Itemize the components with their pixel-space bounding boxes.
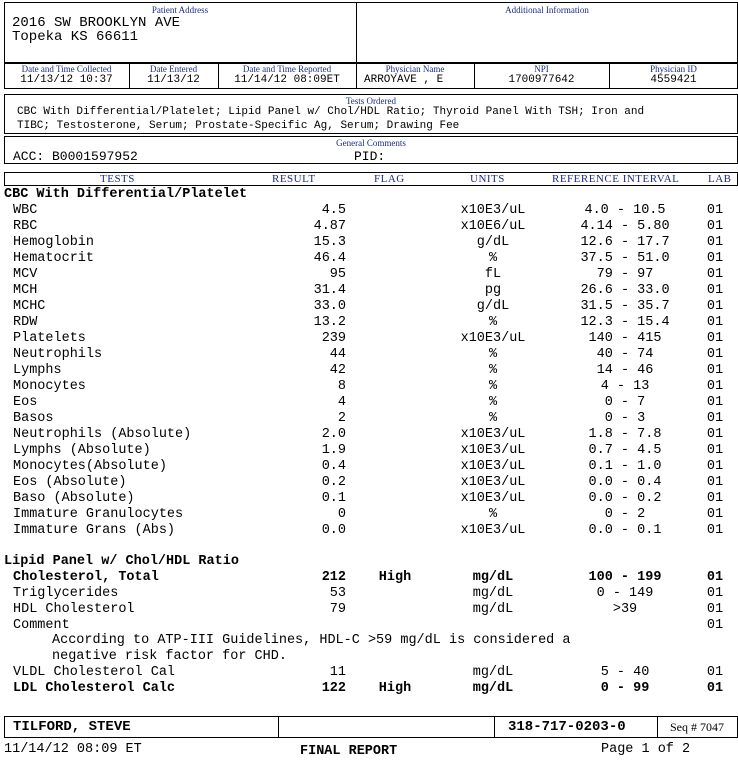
units-value: g/dL: [476, 299, 510, 314]
col-flag: FLAG: [374, 173, 405, 185]
table-row: [0, 251, 738, 267]
result-value: 15.3: [313, 235, 346, 250]
npi-value: 1700977642: [508, 74, 575, 86]
table-row: [0, 299, 738, 315]
test-name: LDL Cholesterol Calc: [13, 681, 176, 696]
reference-interval: >39: [612, 602, 638, 617]
result-value: 11: [329, 665, 346, 680]
units-value: pg: [484, 283, 502, 298]
col-result: RESULT: [272, 173, 316, 185]
flag-value: High: [378, 570, 412, 585]
result-value: 1.9: [321, 443, 346, 458]
lab-code: 01: [706, 379, 724, 394]
divider: [278, 716, 279, 738]
final-report-label: FINAL REPORT: [300, 744, 398, 759]
result-value: 2.0: [321, 427, 346, 442]
units-value: %: [488, 507, 498, 522]
units-value: fL: [484, 267, 502, 282]
reference-interval: 0.0 - 0.2: [588, 491, 662, 506]
lab-code: 01: [706, 315, 724, 330]
units-value: mg/dL: [472, 586, 514, 601]
lab-code: 01: [706, 475, 724, 490]
test-name: Immature Grans (Abs): [13, 523, 176, 538]
reference-interval: 0.7 - 4.5: [588, 443, 662, 458]
table-row: [0, 411, 738, 427]
npi-caption: NPI: [534, 64, 549, 74]
reference-interval: 26.6 - 33.0: [580, 283, 670, 298]
test-name: HDL Cholesterol: [13, 602, 135, 617]
lab-code: 01: [706, 411, 724, 426]
table-row: [0, 283, 738, 299]
lab-code: 01: [706, 586, 724, 601]
lab-code: 01: [706, 203, 724, 218]
lab-code: 01: [706, 602, 724, 617]
additional-info-caption: Additional Information: [505, 5, 589, 15]
reference-interval: 0 - 149: [596, 586, 654, 601]
units-value: x10E3/uL: [460, 331, 526, 346]
general-comments-caption: General Comments: [336, 138, 406, 148]
reference-interval: 4 - 13: [600, 379, 650, 394]
table-row: [0, 267, 738, 283]
result-value: 42: [329, 363, 346, 378]
units-value: mg/dL: [472, 570, 514, 585]
test-name: WBC: [13, 203, 38, 218]
footer-seq: Seq # 7047: [670, 720, 724, 734]
test-name: Platelets: [13, 331, 86, 346]
units-value: %: [488, 411, 498, 426]
entered-caption: Date Entered: [149, 64, 198, 74]
lab-code: 01: [706, 443, 724, 458]
units-value: %: [488, 347, 498, 362]
result-value: 4: [337, 395, 346, 410]
units-value: x10E3/uL: [460, 427, 526, 442]
divider: [657, 716, 658, 738]
table-row: [0, 331, 738, 347]
tests-ordered-line2: TIBC; Testosterone, Serum; Prostate-Specific Ag, Serum; Drawing Fee: [17, 120, 460, 132]
test-name: Lymphs: [13, 363, 62, 378]
collected-caption: Date and Time Collected: [21, 64, 112, 74]
test-name: RBC: [13, 219, 38, 234]
test-name: Immature Granulocytes: [13, 507, 184, 522]
lab-code: 01: [706, 219, 724, 234]
lab-code: 01: [706, 570, 724, 585]
test-name: Hematocrit: [13, 251, 95, 266]
reference-interval: 12.6 - 17.7: [580, 235, 670, 250]
reference-interval: 31.5 - 35.7: [580, 299, 670, 314]
units-value: x10E3/uL: [460, 203, 526, 218]
entered-value: 11/13/12: [147, 74, 200, 86]
reported-value: 11/14/12 08:09ET: [234, 74, 340, 86]
units-value: mg/dL: [472, 681, 514, 696]
lab-code: 01: [706, 363, 724, 378]
result-value: 0.1: [321, 491, 346, 506]
result-value: 122: [321, 681, 346, 696]
reference-interval: 0.0 - 0.4: [588, 475, 662, 490]
test-name: Neutrophils: [13, 347, 103, 362]
lab-code: 01: [706, 665, 724, 680]
report-datetime: 11/14/12 08:09 ET: [4, 742, 142, 757]
test-name: Baso (Absolute): [13, 491, 135, 506]
units-value: %: [488, 395, 498, 410]
table-row: [0, 443, 738, 459]
footer-patient-name: TILFORD, STEVE: [13, 719, 131, 735]
flag-value: High: [378, 681, 412, 696]
test-name: RDW: [13, 315, 38, 330]
table-row: [0, 347, 738, 363]
result-value: 239: [321, 331, 346, 346]
collected-value: 11/13/12 10:37: [20, 74, 113, 86]
reference-interval: 40 - 74: [596, 347, 654, 362]
lipid-section-title: Lipid Panel w/ Chol/HDL Ratio: [4, 554, 239, 569]
test-name: Eos: [13, 395, 38, 410]
table-row: [0, 665, 738, 681]
col-reference-interval: REFERENCE INTERVAL: [552, 173, 680, 185]
physician-value: ARROYAVE , E: [364, 74, 444, 86]
lab-code: 01: [706, 681, 724, 696]
physician-id-value: 4559421: [650, 74, 697, 86]
units-value: %: [488, 315, 498, 330]
result-value: 0.4: [321, 459, 346, 474]
units-value: mg/dL: [472, 665, 514, 680]
test-name: Monocytes: [13, 379, 86, 394]
lab-code: 01: [706, 618, 724, 633]
footer-phone: 318-717-0203-0: [508, 719, 626, 735]
lab-code: 01: [706, 299, 724, 314]
page-number: Page 1 of 2: [601, 742, 691, 757]
test-name: Lymphs (Absolute): [13, 443, 151, 458]
reference-interval: 37.5 - 51.0: [580, 251, 670, 266]
units-value: x10E3/uL: [460, 523, 526, 538]
patient-address-line2: Topeka KS 66611: [12, 29, 139, 45]
units-value: x10E3/uL: [460, 443, 526, 458]
units-value: x10E3/uL: [460, 459, 526, 474]
hdl-comment-line1: According to ATP-III Guidelines, HDL-C >59 mg/dL is considered a: [52, 633, 571, 648]
pid-label: PID:: [354, 149, 386, 164]
result-value: 79: [329, 602, 346, 617]
result-value: 2: [337, 411, 346, 426]
lab-code: 01: [706, 283, 724, 298]
units-value: x10E6/uL: [460, 219, 526, 234]
table-row: [0, 570, 738, 586]
units-value: g/dL: [476, 235, 510, 250]
col-lab: LAB: [708, 173, 732, 185]
result-value: 95: [329, 267, 346, 282]
result-value: 4.5: [321, 203, 346, 218]
table-row: [0, 363, 738, 379]
units-value: %: [488, 251, 498, 266]
table-row: [0, 235, 738, 251]
test-name: Monocytes(Absolute): [13, 459, 167, 474]
lab-code: 01: [706, 331, 724, 346]
reference-interval: 0.1 - 1.0: [588, 459, 662, 474]
cbc-section-title: CBC With Differential/Platelet: [4, 187, 248, 202]
hdl-comment-line2: negative risk factor for CHD.: [52, 649, 287, 664]
table-row: [0, 395, 738, 411]
result-value: 53: [329, 586, 346, 601]
result-value: 8: [337, 379, 346, 394]
lab-code: 01: [706, 459, 724, 474]
lab-code: 01: [706, 395, 724, 410]
reference-interval: 0 - 99: [600, 681, 650, 696]
reference-interval: 100 - 199: [588, 570, 662, 585]
patient-address-line1: 2016 SW BROOKLYN AVE: [12, 15, 181, 31]
units-value: x10E3/uL: [460, 491, 526, 506]
test-name: MCV: [13, 267, 38, 282]
test-name: Eos (Absolute): [13, 475, 127, 490]
col-units: UNITS: [470, 173, 505, 185]
test-name: Triglycerides: [13, 586, 119, 601]
reference-interval: 0 - 2: [604, 507, 646, 522]
test-name: MCH: [13, 283, 38, 298]
table-row: [0, 507, 738, 523]
result-value: 44: [329, 347, 346, 362]
table-row: [0, 427, 738, 443]
reference-interval: 0 - 7: [604, 395, 646, 410]
reference-interval: 140 - 415: [588, 331, 662, 346]
table-row: [0, 219, 738, 235]
result-value: 4.87: [313, 219, 346, 234]
physician-id-caption: Physician ID: [650, 64, 697, 74]
lab-code: 01: [706, 507, 724, 522]
reference-interval: 4.14 - 5.80: [580, 219, 670, 234]
table-row: [0, 315, 738, 331]
result-value: 46.4: [313, 251, 346, 266]
reference-interval: 0 - 3: [604, 411, 646, 426]
units-value: %: [488, 379, 498, 394]
patient-address-caption: Patient Address: [151, 5, 209, 15]
test-name: Basos: [13, 411, 54, 426]
reference-interval: 12.3 - 15.4: [580, 315, 670, 330]
reference-interval: 5 - 40: [600, 665, 650, 680]
result-value: 0.2: [321, 475, 346, 490]
reference-interval: 0.0 - 0.1: [588, 523, 662, 538]
lab-code: 01: [706, 235, 724, 250]
result-value: 33.0: [313, 299, 346, 314]
result-value: 212: [321, 570, 346, 585]
physician-caption: Physician Name: [385, 64, 445, 74]
table-row: [0, 475, 738, 491]
tests-ordered-line1: CBC With Differential/Platelet; Lipid Panel w/ Chol/HDL Ratio; Thyroid Panel With TSH; Iron and: [17, 106, 645, 118]
table-row: [0, 491, 738, 507]
test-name: Hemoglobin: [13, 235, 95, 250]
result-value: 0.0: [321, 523, 346, 538]
reported-caption: Date and Time Reported: [242, 64, 332, 74]
result-value: 31.4: [313, 283, 346, 298]
lab-code: 01: [706, 427, 724, 442]
lab-code: 01: [706, 523, 724, 538]
table-row: [0, 681, 738, 697]
lab-code: 01: [706, 251, 724, 266]
table-row: [0, 459, 738, 475]
table-row: [0, 203, 738, 219]
table-row: [0, 586, 738, 602]
units-value: x10E3/uL: [460, 475, 526, 490]
tests-ordered-caption: Tests Ordered: [345, 96, 397, 106]
units-value: %: [488, 363, 498, 378]
divider: [494, 716, 495, 738]
reference-interval: 1.8 - 7.8: [588, 427, 662, 442]
reference-interval: 79 - 97: [596, 267, 654, 282]
test-name: VLDL Cholesterol Cal: [13, 665, 176, 680]
table-row: [0, 523, 738, 539]
units-value: mg/dL: [472, 602, 514, 617]
lab-code: 01: [706, 267, 724, 282]
acc-number: ACC: B0001597952: [13, 149, 138, 164]
test-name: Comment: [13, 618, 70, 633]
table-row: [0, 602, 738, 618]
table-row: [0, 618, 738, 634]
test-name: MCHC: [13, 299, 46, 314]
table-row: [0, 379, 738, 395]
reference-interval: 4.0 - 10.5: [584, 203, 666, 218]
lab-code: 01: [706, 491, 724, 506]
lab-code: 01: [706, 347, 724, 362]
test-name: Neutrophils (Absolute): [13, 427, 192, 442]
col-tests: TESTS: [100, 173, 135, 185]
test-name: Cholesterol, Total: [13, 570, 159, 585]
result-value: 13.2: [313, 315, 346, 330]
reference-interval: 14 - 46: [596, 363, 654, 378]
result-value: 0: [337, 507, 346, 522]
